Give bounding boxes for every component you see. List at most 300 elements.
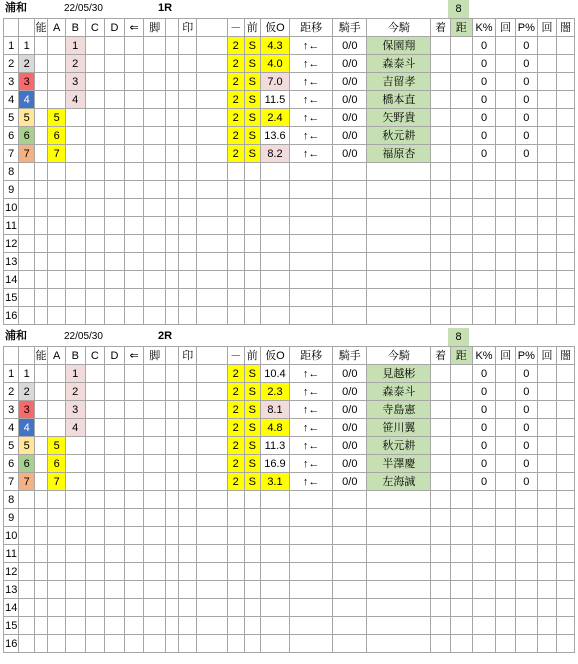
chaku-cell[interactable] [431,271,451,289]
chaku-cell[interactable] [431,383,451,401]
chaku-cell[interactable] [431,91,451,109]
mark-cell[interactable] [179,635,197,653]
c-cell[interactable] [85,127,105,145]
chaku-cell[interactable] [431,437,451,455]
kyori-cell[interactable] [450,163,472,181]
c-cell[interactable] [85,401,105,419]
kyori-cell[interactable] [450,289,472,307]
kyori-cell[interactable] [450,401,472,419]
kyori-cell[interactable] [450,271,472,289]
leg-cell[interactable] [144,253,166,271]
noh-cell[interactable] [34,127,47,145]
a-cell[interactable] [48,491,66,509]
mark-cell[interactable] [179,509,197,527]
leg-cell[interactable] [144,235,166,253]
d-cell[interactable] [105,163,125,181]
d-cell[interactable] [105,217,125,235]
kai-cell [496,199,516,217]
d-cell[interactable] [105,235,125,253]
d-cell[interactable] [105,181,125,199]
move-cell [289,599,332,617]
noh-cell[interactable] [34,365,47,383]
chaku-cell[interactable] [431,419,451,437]
b-cell[interactable] [65,253,85,271]
kyori-cell[interactable] [450,509,472,527]
b-cell[interactable]: 4 [65,419,85,437]
c-cell[interactable] [85,235,105,253]
b-cell[interactable]: 4 [65,91,85,109]
a-cell[interactable] [48,73,66,91]
b-cell[interactable]: 2 [65,55,85,73]
c-cell[interactable] [85,455,105,473]
mark-cell[interactable] [179,307,197,325]
a-cell[interactable] [48,253,66,271]
c-cell[interactable] [85,163,105,181]
a-cell[interactable] [48,289,66,307]
kyori-cell[interactable] [450,307,472,325]
b-cell[interactable]: 1 [65,365,85,383]
chaku-cell[interactable] [431,455,451,473]
a-cell[interactable]: 5 [48,437,66,455]
noh-cell[interactable] [34,163,47,181]
d-cell[interactable] [105,455,125,473]
leg-cell[interactable] [144,455,166,473]
c-cell[interactable] [85,419,105,437]
b-cell[interactable]: 3 [65,401,85,419]
leg-cell[interactable] [144,527,166,545]
chaku-cell[interactable] [431,127,451,145]
leg-cell[interactable] [144,307,166,325]
leg-cell[interactable] [144,37,166,55]
chaku-cell[interactable] [431,37,451,55]
arrow-cell [124,163,144,181]
mark-cell[interactable] [179,217,197,235]
chaku-cell[interactable] [431,563,451,581]
noh-cell[interactable] [34,527,47,545]
leg-cell[interactable] [144,635,166,653]
chaku-cell[interactable] [431,307,451,325]
kyori-cell[interactable] [450,491,472,509]
leg-cell[interactable] [144,365,166,383]
d-cell[interactable] [105,581,125,599]
chaku-cell[interactable] [431,635,451,653]
leg-cell[interactable] [144,289,166,307]
c-cell[interactable] [85,253,105,271]
c-cell[interactable] [85,289,105,307]
noh-cell[interactable] [34,73,47,91]
kyori-cell[interactable] [450,37,472,55]
mark-cell[interactable] [179,473,197,491]
b-cell[interactable] [65,235,85,253]
b-cell[interactable] [65,271,85,289]
c-cell[interactable] [85,365,105,383]
c-cell[interactable] [85,73,105,91]
d-cell[interactable] [105,509,125,527]
d-cell[interactable] [105,55,125,73]
d-cell[interactable] [105,199,125,217]
kyori-cell[interactable] [450,455,472,473]
mark-cell[interactable] [179,73,197,91]
noh-cell[interactable] [34,455,47,473]
a-cell[interactable] [48,163,66,181]
mark-cell[interactable] [179,419,197,437]
noh-cell[interactable] [34,383,47,401]
a-cell[interactable] [48,527,66,545]
d-cell[interactable] [105,289,125,307]
mark-cell[interactable] [179,365,197,383]
c-cell[interactable] [85,55,105,73]
d-cell[interactable] [105,563,125,581]
a-cell[interactable]: 6 [48,455,66,473]
mark-cell[interactable] [179,253,197,271]
d-cell[interactable] [105,271,125,289]
noh-cell[interactable] [34,563,47,581]
b-cell[interactable] [65,163,85,181]
kyori-cell[interactable] [450,617,472,635]
b-cell[interactable] [65,563,85,581]
mark-cell[interactable] [179,91,197,109]
kyori-cell[interactable] [450,217,472,235]
b-cell[interactable] [65,145,85,163]
c-cell[interactable] [85,37,105,55]
d-cell[interactable] [105,383,125,401]
noh-cell[interactable] [34,37,47,55]
leg-cell[interactable] [144,545,166,563]
c-cell[interactable] [85,181,105,199]
waku-cell: 6 [19,455,34,473]
d-cell[interactable] [105,253,125,271]
a-cell[interactable] [48,599,66,617]
c-cell[interactable] [85,617,105,635]
b-cell[interactable] [65,199,85,217]
leg-cell[interactable] [144,383,166,401]
kyori-cell[interactable] [450,253,472,271]
leg-cell[interactable] [144,199,166,217]
leg-cell[interactable] [144,73,166,91]
d-cell[interactable] [105,437,125,455]
d-cell[interactable] [105,473,125,491]
b-cell[interactable] [65,109,85,127]
c-cell[interactable] [85,145,105,163]
mark-cell[interactable] [179,127,197,145]
c-cell[interactable] [85,271,105,289]
a-cell[interactable] [48,55,66,73]
leg-cell[interactable] [144,217,166,235]
kyori-cell[interactable] [450,365,472,383]
chaku-cell[interactable] [431,181,451,199]
d-cell[interactable] [105,365,125,383]
chaku-cell[interactable] [431,491,451,509]
kyori-cell[interactable] [450,73,472,91]
d-cell[interactable] [105,491,125,509]
b-cell[interactable] [65,455,85,473]
mark-cell[interactable] [179,437,197,455]
d-cell[interactable] [105,599,125,617]
noh-cell[interactable] [34,271,47,289]
noh-cell[interactable] [34,437,47,455]
mark-cell[interactable] [179,55,197,73]
d-cell[interactable] [105,617,125,635]
a-cell[interactable] [48,365,66,383]
leg-cell[interactable] [144,127,166,145]
odds-cell [261,217,290,235]
pp-cell [515,289,537,307]
kyori-cell[interactable] [450,437,472,455]
b-cell[interactable] [65,617,85,635]
noh-cell[interactable] [34,401,47,419]
mark-cell[interactable] [179,491,197,509]
mark-cell[interactable] [179,289,197,307]
a-cell[interactable] [48,181,66,199]
a-cell[interactable] [48,617,66,635]
kyori-cell[interactable] [450,581,472,599]
leg-cell[interactable] [144,271,166,289]
c-cell[interactable] [85,563,105,581]
kyori-cell[interactable] [450,419,472,437]
d-cell[interactable] [105,109,125,127]
kyori-cell[interactable] [450,199,472,217]
a-cell[interactable] [48,545,66,563]
leg-cell[interactable] [144,599,166,617]
d-cell[interactable] [105,145,125,163]
mark-cell[interactable] [179,563,197,581]
b-cell[interactable]: 1 [65,37,85,55]
noh-cell[interactable] [34,617,47,635]
c-cell[interactable] [85,635,105,653]
b-cell[interactable] [65,437,85,455]
mark-cell[interactable] [179,545,197,563]
b-cell[interactable] [65,181,85,199]
noh-cell[interactable] [34,217,47,235]
chaku-cell[interactable] [431,55,451,73]
chaku-cell[interactable] [431,401,451,419]
leg-cell[interactable] [144,145,166,163]
mark-cell[interactable] [179,383,197,401]
noh-cell[interactable] [34,307,47,325]
chaku-cell[interactable] [431,253,451,271]
mark-cell[interactable] [179,109,197,127]
chaku-cell[interactable] [431,473,451,491]
mark-cell[interactable] [179,181,197,199]
noh-cell[interactable] [34,599,47,617]
b-cell[interactable] [65,491,85,509]
a-cell[interactable] [48,509,66,527]
c-cell[interactable] [85,473,105,491]
b-cell[interactable] [65,545,85,563]
a-cell[interactable] [48,307,66,325]
chaku-cell[interactable] [431,581,451,599]
noh-cell[interactable] [34,509,47,527]
d-cell[interactable] [105,635,125,653]
c-cell[interactable] [85,599,105,617]
mark-cell[interactable] [179,163,197,181]
leg-cell[interactable] [144,401,166,419]
d-cell[interactable] [105,307,125,325]
c-cell[interactable] [85,491,105,509]
kyori-cell[interactable] [450,181,472,199]
noh-cell[interactable] [34,635,47,653]
kyori-cell[interactable] [450,145,472,163]
kyori-cell[interactable] [450,635,472,653]
b-cell[interactable] [65,473,85,491]
c-cell[interactable] [85,527,105,545]
d-cell[interactable] [105,73,125,91]
leg-cell[interactable] [144,617,166,635]
mark-cell[interactable] [179,199,197,217]
kyori-cell[interactable] [450,127,472,145]
d-cell[interactable] [105,91,125,109]
leg-cell[interactable] [144,91,166,109]
mark-cell[interactable] [179,145,197,163]
leg-cell[interactable] [144,55,166,73]
leg-cell[interactable] [144,419,166,437]
noh-cell[interactable] [34,109,47,127]
noh-cell[interactable] [34,235,47,253]
chaku-cell[interactable] [431,617,451,635]
noh-cell[interactable] [34,181,47,199]
noh-cell[interactable] [34,419,47,437]
c-cell[interactable] [85,91,105,109]
a-cell[interactable] [48,37,66,55]
d-cell[interactable] [105,527,125,545]
noh-cell[interactable] [34,289,47,307]
noh-cell[interactable] [34,581,47,599]
c-cell[interactable] [85,199,105,217]
b-cell[interactable] [65,599,85,617]
kyori-cell[interactable] [450,563,472,581]
leg-cell[interactable] [144,581,166,599]
kyori-cell[interactable] [450,109,472,127]
chaku-cell[interactable] [431,163,451,181]
kp-cell [472,289,496,307]
chaku-cell[interactable] [431,509,451,527]
chaku-cell[interactable] [431,545,451,563]
a-cell[interactable] [48,235,66,253]
noh-cell[interactable] [34,199,47,217]
c-cell[interactable] [85,217,105,235]
mark-cell[interactable] [179,617,197,635]
c-cell[interactable] [85,437,105,455]
mark-cell[interactable] [179,455,197,473]
kyori-cell[interactable] [450,91,472,109]
mark-cell[interactable] [179,37,197,55]
mark-cell[interactable] [179,271,197,289]
leg-cell[interactable] [144,491,166,509]
noh-cell[interactable] [34,545,47,563]
a-cell[interactable]: 6 [48,127,66,145]
row-number: 15 [4,617,19,635]
row-number: 13 [4,253,19,271]
b-cell[interactable] [65,289,85,307]
a-cell[interactable] [48,383,66,401]
b-cell[interactable]: 2 [65,383,85,401]
kyori-cell[interactable] [450,527,472,545]
c-cell[interactable] [85,109,105,127]
yami-cell [557,401,575,419]
noh-cell[interactable] [34,491,47,509]
chaku-cell[interactable] [431,145,451,163]
b-cell[interactable] [65,307,85,325]
c-cell[interactable] [85,545,105,563]
mark-cell[interactable] [179,401,197,419]
a-cell[interactable]: 7 [48,473,66,491]
chaku-cell[interactable] [431,365,451,383]
c-cell[interactable] [85,581,105,599]
d-cell[interactable] [105,401,125,419]
kai2-cell [537,127,557,145]
chaku-cell[interactable] [431,217,451,235]
kyori-cell[interactable] [450,235,472,253]
kyori-cell[interactable] [450,473,472,491]
a-cell[interactable] [48,217,66,235]
chaku-cell[interactable] [431,235,451,253]
c-cell[interactable] [85,509,105,527]
move-cell [289,217,332,235]
b-cell[interactable] [65,127,85,145]
a-cell[interactable]: 7 [48,145,66,163]
a-cell[interactable] [48,635,66,653]
c-cell[interactable] [85,307,105,325]
mark-cell[interactable] [179,527,197,545]
mark-cell[interactable] [179,581,197,599]
leg-cell[interactable] [144,109,166,127]
leg-cell[interactable] [144,509,166,527]
chaku-cell[interactable] [431,73,451,91]
leg-cell[interactable] [144,473,166,491]
a-cell[interactable] [48,199,66,217]
c-cell[interactable] [85,383,105,401]
d-cell[interactable] [105,127,125,145]
kyori-cell[interactable] [450,383,472,401]
mark-cell[interactable] [179,599,197,617]
b-cell[interactable] [65,581,85,599]
a-cell[interactable] [48,401,66,419]
a-cell[interactable] [48,419,66,437]
a-cell[interactable] [48,581,66,599]
a-cell[interactable] [48,91,66,109]
kyori-cell[interactable] [450,599,472,617]
chaku-cell[interactable] [431,109,451,127]
chaku-cell[interactable] [431,289,451,307]
kyori-cell[interactable] [450,55,472,73]
chaku-cell[interactable] [431,599,451,617]
b-cell[interactable] [65,635,85,653]
b-cell[interactable] [65,217,85,235]
a-cell[interactable] [48,563,66,581]
d-cell[interactable] [105,37,125,55]
kyori-cell[interactable] [450,545,472,563]
d-cell[interactable] [105,545,125,563]
leg-cell[interactable] [144,163,166,181]
d-cell[interactable] [105,419,125,437]
noh-cell[interactable] [34,55,47,73]
chaku-cell[interactable] [431,199,451,217]
leg-cell[interactable] [144,181,166,199]
mark-cell[interactable] [179,235,197,253]
noh-cell[interactable] [34,145,47,163]
chaku-cell[interactable] [431,527,451,545]
noh-cell[interactable] [34,253,47,271]
b-cell[interactable]: 3 [65,73,85,91]
b-cell[interactable] [65,527,85,545]
leg-cell[interactable] [144,563,166,581]
noh-cell[interactable] [34,91,47,109]
b-cell[interactable] [65,509,85,527]
a-cell[interactable]: 5 [48,109,66,127]
noh-cell[interactable] [34,473,47,491]
leg-cell[interactable] [144,437,166,455]
a-cell[interactable] [48,271,66,289]
